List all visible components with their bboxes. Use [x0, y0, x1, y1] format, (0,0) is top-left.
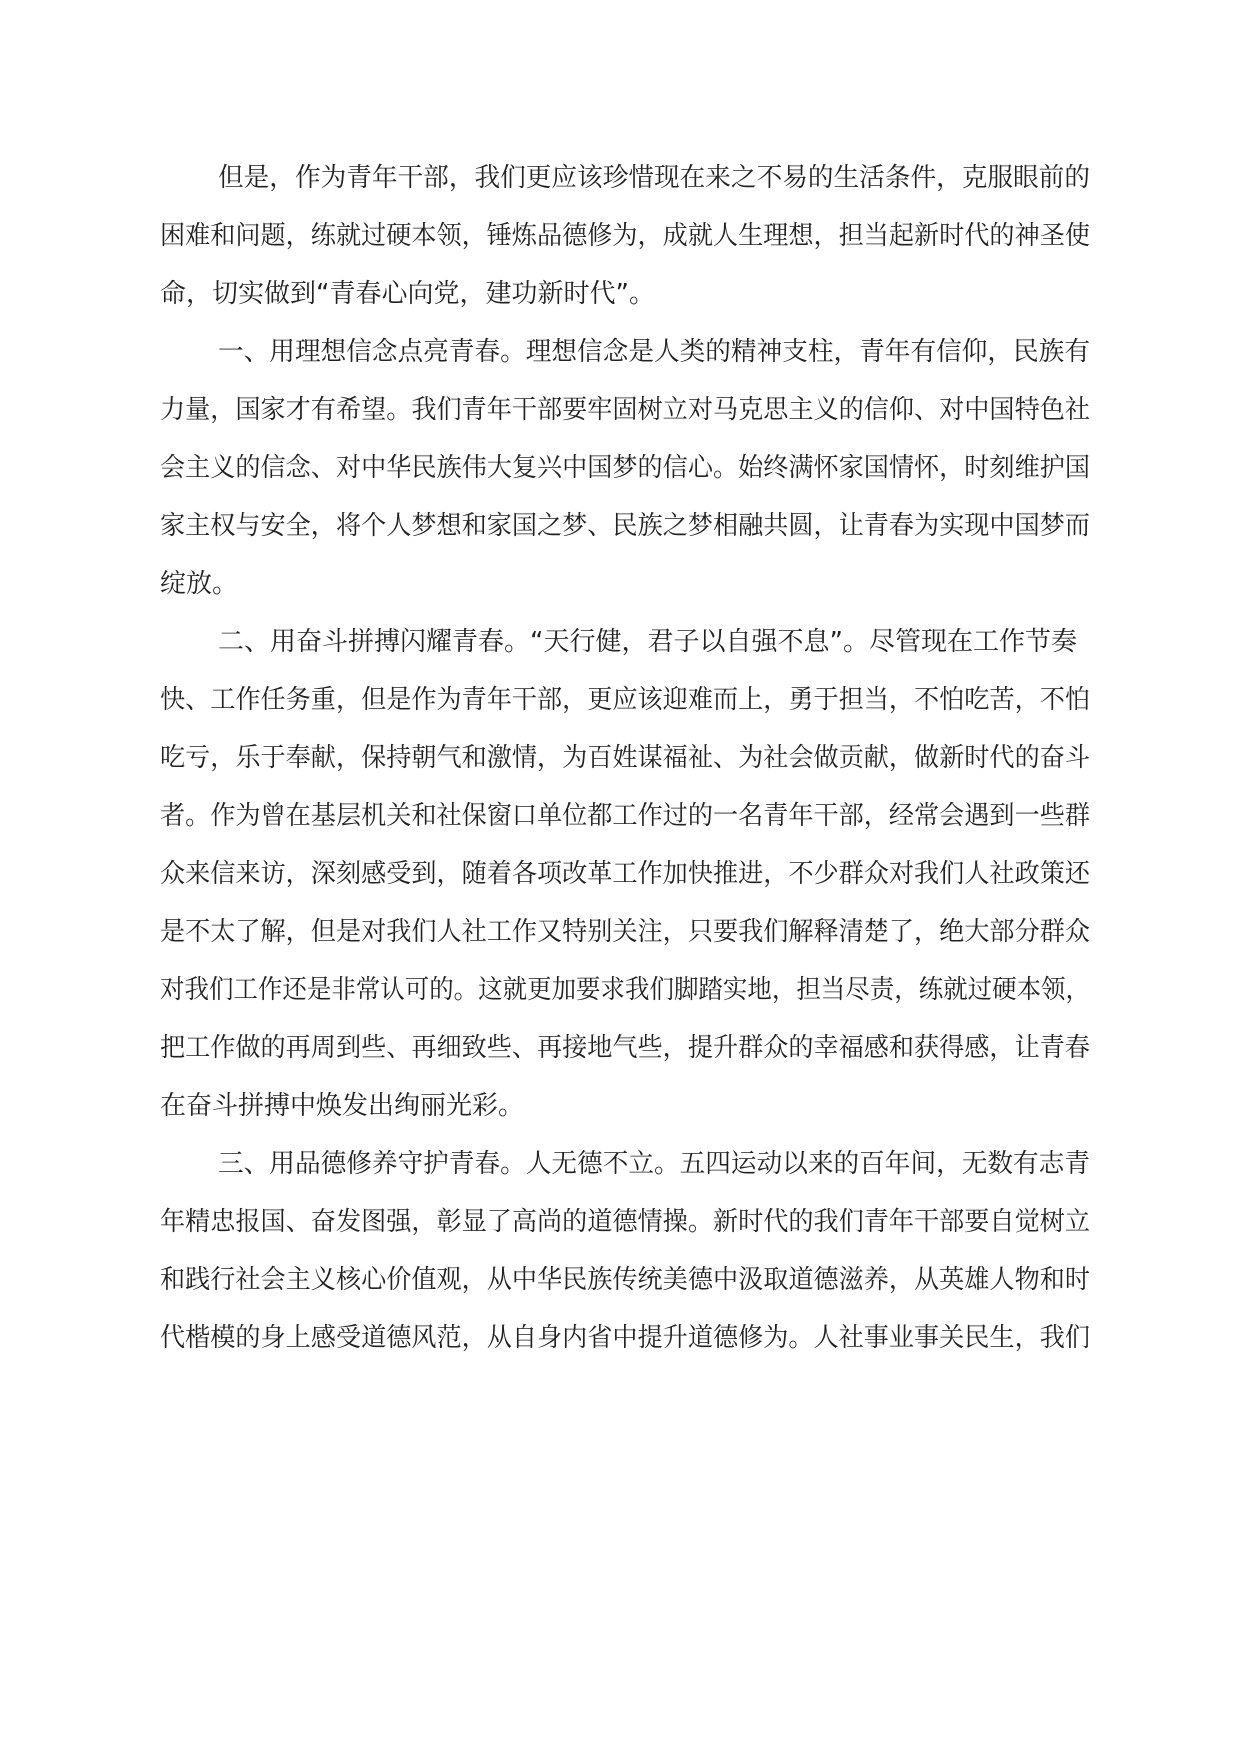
paragraph-3-line-5: 众来信来访，深刻感受到，随着各项改革工作加快推进，不少群众对我们人社政策还: [160, 859, 1090, 889]
paragraph-3-line-4: 者。作为曾在基层机关和社保窗口单位都工作过的一名青年干部，经常会遇到一些群: [160, 801, 1090, 831]
paragraph-1-line-3: 命，切实做到“青春心向党，建功新时代”。: [160, 279, 655, 309]
paragraph-2-line-1: 一、用理想信念点亮青春。理想信念是人类的精神支柱，青年有信仰，民族有: [218, 337, 1090, 367]
paragraph-2-line-5: 绽放。: [160, 569, 239, 599]
paragraph-3-line-3: 吃亏，乐于奉献，保持朝气和激情，为百姓谋福祉、为社会做贡献，做新时代的奋斗: [160, 743, 1090, 773]
paragraph-4-line-4: 代楷模的身上感受道德风范，从自身内省中提升道德修为。人社事业事关民生，我们: [160, 1323, 1090, 1353]
paragraph-3-line-2: 快、工作任务重，但是作为青年干部，更应该迎难而上，勇于担当，不怕吃苦，不怕: [160, 685, 1090, 715]
paragraph-1-line-1: 但是，作为青年干部，我们更应该珍惜现在来之不易的生活条件，克服眼前的: [218, 163, 1090, 193]
paragraph-3-line-9: 在奋斗拼搏中焕发出绚丽光彩。: [160, 1091, 525, 1121]
paragraph-3-line-6: 是不太了解，但是对我们人社工作又特别关注，只要我们解释清楚了，绝大部分群众: [160, 917, 1090, 947]
paragraph-2-line-3: 会主义的信念、对中华民族伟大复兴中国梦的信心。始终满怀家国情怀，时刻维护国: [160, 453, 1090, 483]
paragraph-2-line-2: 力量，国家才有希望。我们青年干部要牢固树立对马克思主义的信仰、对中国特色社: [160, 395, 1090, 425]
paragraph-4-line-2: 年精忠报国、奋发图强，彰显了高尚的道德情操。新时代的我们青年干部要自觉树立: [160, 1207, 1090, 1237]
paragraph-4-line-1: 三、用品德修养守护青春。人无德不立。五四运动以来的百年间，无数有志青: [218, 1149, 1090, 1179]
paragraph-2-line-4: 家主权与安全，将个人梦想和家国之梦、民族之梦相融共圆，让青春为实现中国梦而: [160, 511, 1090, 541]
paragraph-3-line-1: 二、用奋斗拼搏闪耀青春。“天行健，君子以自强不息”。尽管现在工作节奏: [218, 627, 1077, 657]
paragraph-3-line-7: 对我们工作还是非常认可的。这就更加要求我们脚踏实地，担当尽责，练就过硬本领，: [160, 975, 1091, 1005]
paragraph-4-line-3: 和践行社会主义核心价值观，从中华民族传统美德中汲取道德滋养，从英雄人物和时: [160, 1265, 1090, 1295]
paragraph-1-line-2: 困难和问题，练就过硬本领，锤炼品德修为，成就人生理想，担当起新时代的神圣使: [160, 221, 1090, 251]
paragraph-3-line-8: 把工作做的再周到些、再细致些、再接地气些，提升群众的幸福感和获得感，让青春: [160, 1033, 1090, 1063]
